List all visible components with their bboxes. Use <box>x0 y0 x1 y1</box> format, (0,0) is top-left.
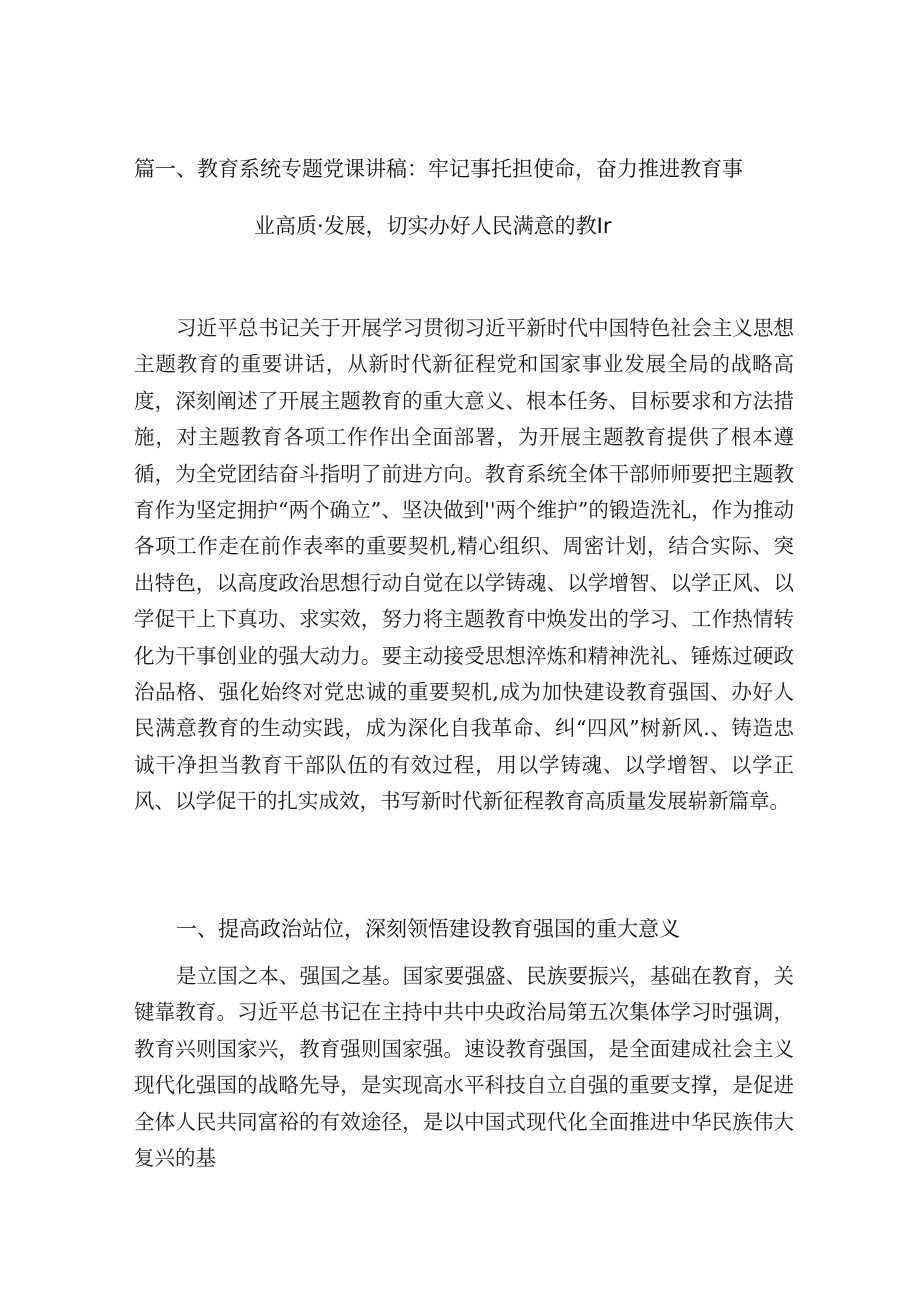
body-paragraph-2: 是立国之本、强国之基。国家要强盛、民族要振兴，基础在教育，关键靠教育。习近平总书记在主持中共中央政治局第五次集体学习时强调，教育兴则国家兴，教育强则国家强。速设教育强国，是全面建成社会主义现代化强国的战略先导，是实现高水平科技自立自强的重要支撑，是促进全体人民共同富裕的有效途径，是以中国式现代化全面推进中华民族伟大复兴的基 <box>134 964 794 1171</box>
document-title-line-2: 业高质·发展，切实办好人民满意的教Ir <box>254 214 612 238</box>
document-title-line-1: 篇一、教育系统专题党课讲稿：牢记事托担使命，奋力推进教育事 <box>134 157 743 181</box>
body-paragraph-1: 习近平总书记关于开展学习贯彻习近平新时代中国特色社会主义思想主题教育的重要讲话，从新时代新征程党和国家事业发展全局的战略高度，深刻阐述了开展主题教育的重大意义、根本任务、目标要求和方法措施，对主题教育各项工作作出全面部署，为开展主题教育提供了根本遵循，为全党团结奋斗指明了前进方向。教育系统全体干部师师要把主题教育作为坚定拥护“两个确立”、坚决做到''两个维护”的锻造洗礼，作为推动各项工作走在前作表率的重要契机,精心组织、周密计划，结合实际、突出特色，以高度政治思想行动自觉在以学铸魂、以学增智、以学正风、以学促干上下真功、求实效，努力将主题教育中焕发出的学习、工作热情转化为干事创业的强大动力。要主动接受思想淬炼和精神洗礼、锤炼过硬政治品格、强化始终对党忠诚的重要契机,成为加快建设教育强国、办好人民满意教育的生动实践，成为深化自我革命、纠“四风”树新风.、铸造忠诚干净担当教育干部队伍的有效过程，用以学铸魂、以学增智、以学正风、以学促干的扎实成效，书写新时代新征程教育高质量发展崭新篇章。 <box>134 316 794 814</box>
section-heading-1: 一、提高政治站位，深刻领悟建设教育强国的重大意义 <box>176 917 680 941</box>
